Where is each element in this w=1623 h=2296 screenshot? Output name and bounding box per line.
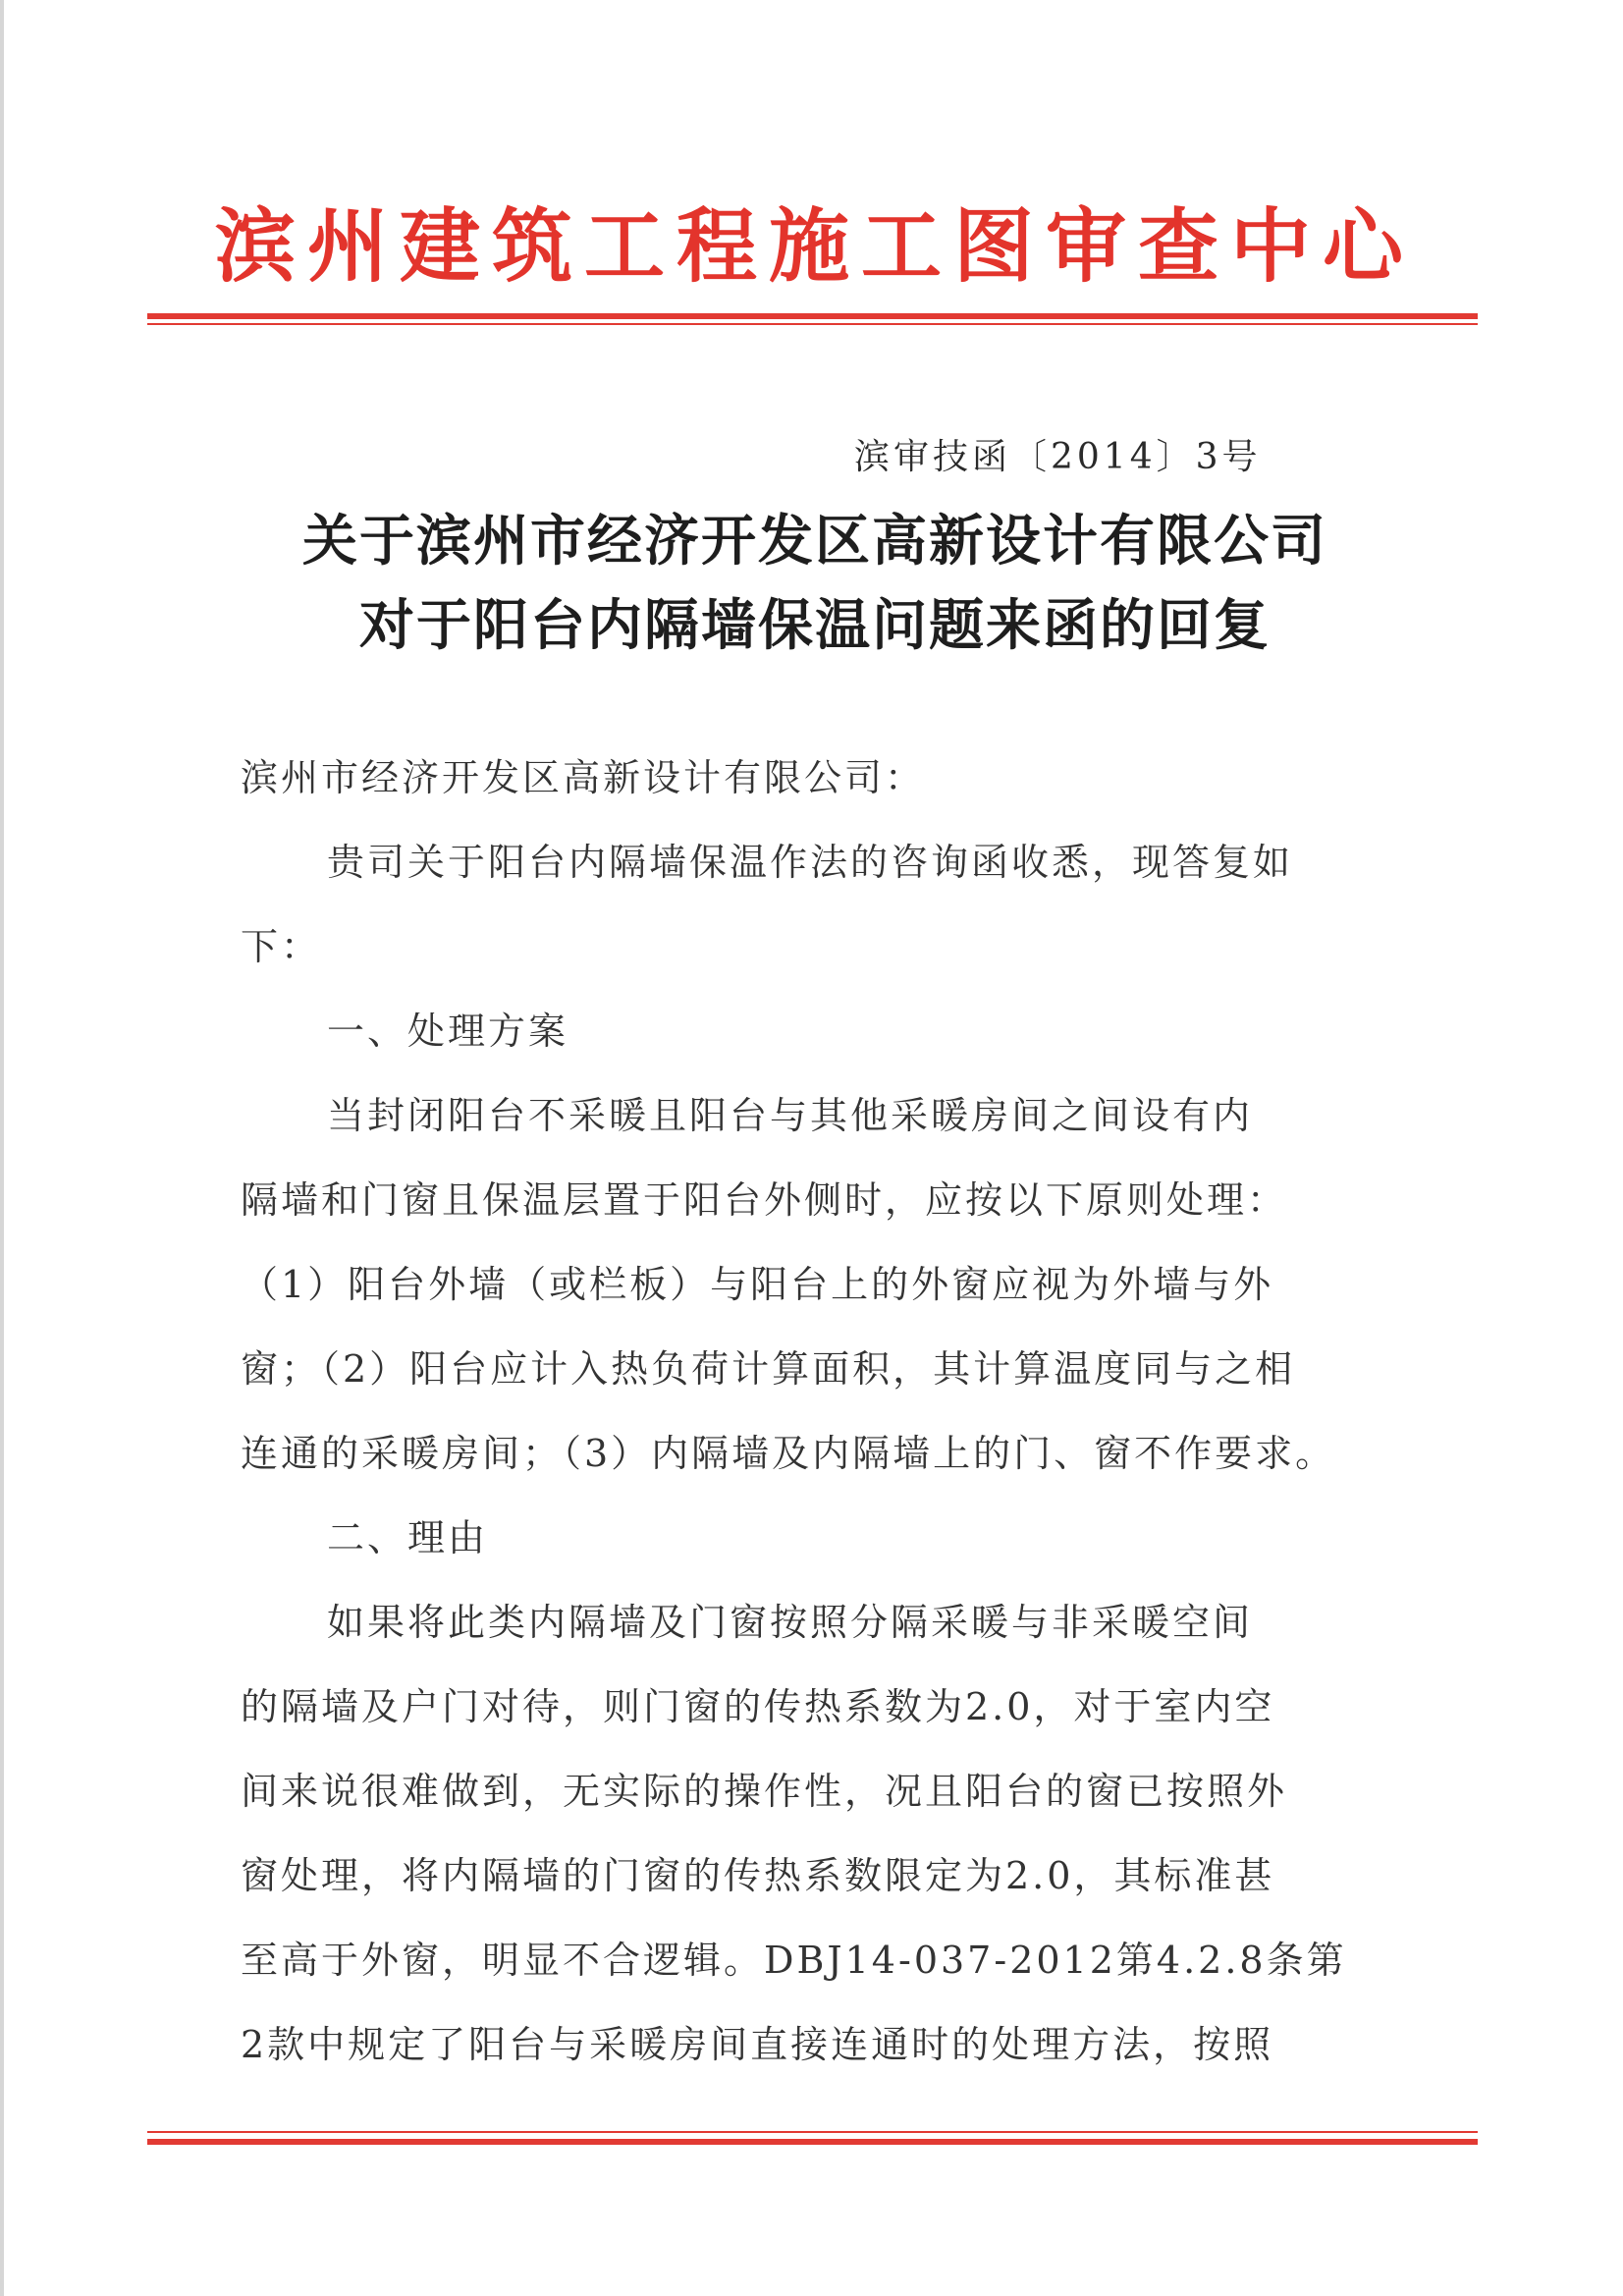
document-title-line-2: 对于阳台内隔墙保温问题来函的回复 [359, 594, 1271, 658]
document-number: 滨审技函〔2014〕3号 [854, 437, 1262, 477]
header-rule-thin [147, 323, 1478, 325]
section-heading: 一、处理方案 [327, 1010, 569, 1053]
body-line: 隔墙和门窗且保温层置于阳台外侧时，应按以下原则处理： [241, 1178, 1288, 1222]
body-line: 当封闭阳台不采暖且阳台与其他采暖房间之间设有内 [327, 1094, 1254, 1137]
body-line: 窗处理，将内隔墙的门窗的传热系数限定为2.0，其标准甚 [241, 1854, 1275, 1897]
body-line: 贵司关于阳台内隔墙保温作法的咨询函收悉，现答复如 [327, 841, 1294, 884]
body-line: 2款中规定了阳台与采暖房间直接连通时的处理方法，按照 [241, 2023, 1274, 2066]
scan-edge [0, 0, 4, 2296]
body-line: （1）阳台外墙（或栏板）与阳台上的外窗应视为外墙与外 [241, 1263, 1274, 1306]
salutation: 滨州市经济开发区高新设计有限公司： [241, 756, 926, 799]
body-line: 间来说很难做到，无实际的操作性，况且阳台的窗已按照外 [241, 1770, 1288, 1813]
body-line: 的隔墙及户门对待，则门窗的传热系数为2.0，对于室内空 [241, 1685, 1275, 1728]
body-line: 窗；（2）阳台应计入热负荷计算面积，其计算温度同与之相 [241, 1347, 1296, 1391]
document-title-line-1: 关于滨州市经济开发区高新设计有限公司 [302, 510, 1327, 574]
body-line: 如果将此类内隔墙及门窗按照分隔采暖与非采暖空间 [327, 1601, 1254, 1644]
footer-rule-thin [147, 2131, 1478, 2133]
body-line: 至高于外窗，明显不合逻辑。DBJ14-037-2012第4.2.8条第 [241, 1939, 1347, 1982]
body-line: 连通的采暖房间；（3）内隔墙及内隔墙上的门、窗不作要求。 [241, 1432, 1336, 1475]
footer-rule-thick [147, 2139, 1478, 2145]
letterhead-title: 滨州建筑工程施工图审查中心 [214, 199, 1415, 294]
body-line: 下： [241, 925, 322, 968]
section-heading: 二、理由 [327, 1516, 489, 1559]
header-rule-thick [147, 313, 1478, 319]
